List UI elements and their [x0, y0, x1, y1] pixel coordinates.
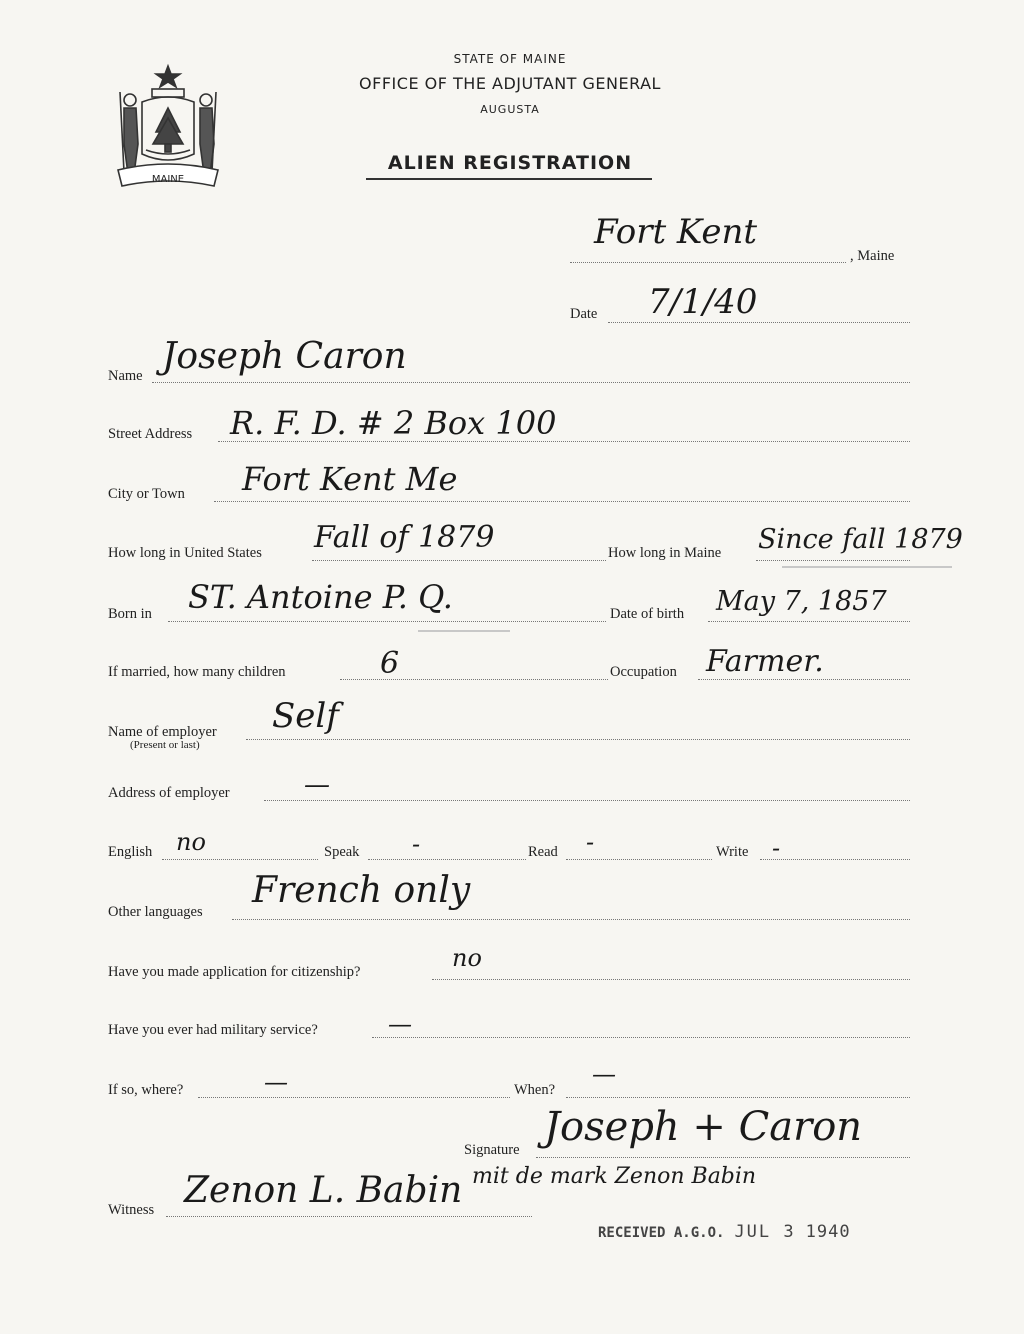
form-title: ALIEN REGISTRATION: [387, 152, 633, 174]
received-stamp: [598, 1222, 851, 1242]
english-label: English: [108, 844, 153, 860]
witness-value: Zenon L. Babin: [184, 1170, 463, 1211]
born-value: ST. Antoine P. Q.: [188, 578, 453, 616]
citizenship-value: no: [452, 944, 482, 972]
stamp-received: RECEIVED A.G.O.: [598, 1225, 725, 1241]
stamp-month-day: JUL 3: [734, 1222, 796, 1242]
header-state: STATE OF MAINE: [453, 52, 567, 66]
street-label: Street Address: [108, 426, 193, 442]
street-value: R. F. D. # 2 Box 100: [230, 404, 557, 442]
city-label: City or Town: [108, 486, 185, 502]
employer-address-value: —: [304, 770, 330, 800]
children-value: 6: [380, 646, 400, 681]
maine-value: Since fall 1879: [758, 524, 963, 555]
where-dots: [198, 1097, 510, 1098]
military-dots: [372, 1037, 910, 1038]
other-languages-dots: [232, 919, 910, 920]
maine-label: How long in Maine: [608, 545, 722, 561]
place-value: Fort Kent: [594, 212, 758, 252]
witness-dots: [166, 1216, 532, 1217]
date-label: Date: [570, 306, 598, 322]
employer-sublabel: (Present or last): [130, 739, 200, 751]
state-of-maine-seal: [108, 62, 228, 192]
header-office: OFFICE OF THE ADJUTANT GENERAL: [359, 74, 661, 93]
military-label: Have you ever had military service?: [108, 1022, 318, 1038]
when-label: When?: [514, 1082, 556, 1098]
write-dots: [760, 859, 910, 860]
header-city: AUGUSTA: [480, 103, 540, 116]
born-dots: [168, 621, 606, 622]
speak-value: -: [412, 830, 421, 858]
title-underline: [366, 178, 652, 180]
citizenship-dots: [432, 979, 910, 980]
dob-value: May 7, 1857: [716, 586, 887, 617]
born-label: Born in: [108, 606, 152, 622]
signature-label: Signature: [464, 1142, 520, 1158]
seal-banner-text: MAINE: [151, 174, 185, 185]
speak-dots: [368, 859, 526, 860]
employer-address-dots: [264, 800, 910, 801]
other-languages-label: Other languages: [108, 904, 203, 920]
speak-label: Speak: [324, 844, 360, 860]
when-value: —: [592, 1060, 616, 1088]
citizenship-label: Have you made application for citizenship?: [108, 964, 361, 980]
employer-address-label: Address of employer: [108, 785, 230, 801]
place-dots: [570, 262, 846, 263]
where-value: —: [264, 1068, 288, 1096]
english-dots: [162, 859, 318, 860]
witness-label: Witness: [108, 1202, 155, 1218]
city-value: Fort Kent Me: [242, 460, 458, 498]
children-label: If married, how many children: [108, 664, 286, 680]
us-value: Fall of 1879: [314, 520, 495, 555]
employer-label: [108, 724, 217, 751]
occupation-value: Farmer.: [706, 644, 824, 679]
date-value: 7/1/40: [648, 282, 758, 322]
name-dots: [152, 382, 910, 383]
date-dots: [608, 322, 910, 323]
maine-underline-smudge: [782, 566, 952, 568]
employer-dots: [246, 739, 910, 740]
read-label: Read: [528, 844, 558, 860]
write-label: Write: [716, 844, 749, 860]
read-dots: [566, 859, 712, 860]
english-value: no: [176, 828, 206, 856]
signature-note: mit de mark Zenon Babin: [472, 1164, 757, 1189]
us-dots: [312, 560, 606, 561]
employer-label-text: Name of employer: [108, 724, 217, 740]
name-label: Name: [108, 368, 143, 384]
dob-label: Date of birth: [610, 606, 685, 622]
city-dots: [214, 501, 910, 502]
stamp-year: 1940: [805, 1222, 851, 1242]
occupation-label: Occupation: [610, 664, 677, 680]
born-underline-smudge: [418, 630, 510, 632]
write-value: -: [772, 834, 781, 862]
maine-dots: [756, 560, 910, 561]
when-dots: [566, 1097, 910, 1098]
signature-value: Joseph + Caron: [544, 1104, 863, 1150]
military-value: —: [388, 1010, 412, 1038]
employer-value: Self: [272, 696, 339, 736]
occupation-dots: [698, 679, 910, 680]
where-label: If so, where?: [108, 1082, 184, 1098]
other-languages-value: French only: [252, 870, 471, 911]
place-suffix: , Maine: [850, 248, 895, 264]
signature-dots: [536, 1157, 910, 1158]
dob-dots: [708, 621, 910, 622]
us-label: How long in United States: [108, 545, 262, 561]
read-value: -: [586, 828, 595, 856]
name-value: Joseph Caron: [162, 336, 407, 377]
